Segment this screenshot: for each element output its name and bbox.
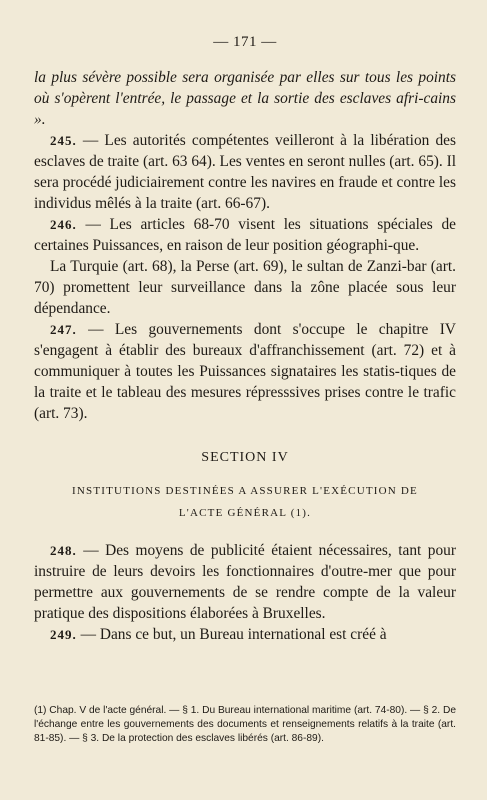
body-text-2 [34, 540, 456, 645]
paragraph-text: — Dans ce but, un Bureau international est créé à [76, 626, 387, 643]
section-subtitle-line: INSTITUTIONS DESTINÉES A ASSURER L'EXÉCUTION DE [72, 485, 418, 497]
paragraph-247 [34, 319, 456, 424]
section-subtitle-line: L'ACTE GÉNÉRAL (1). [178, 507, 312, 519]
paragraph-turquie [34, 256, 456, 319]
paragraph-text: — Les gouvernements dont s'occupe le chapitre IV s'engagent à établir des bureaux d'affranchissement (art. 72) et à communiquer à toutes les Puissances signataires les statis-tiques de la traite et le tableau des mesures répresssives prises contre le trafic (art. 73). [34, 321, 456, 422]
paragraph-text: La Turquie (art. 68), la Perse (art. 69), le sultan de Zanzi-bar (art. 70) promettent leur surveillance dans la zône placée sous leur dépendance. [34, 258, 456, 317]
body-text [34, 67, 456, 424]
section-subtitle [34, 480, 456, 524]
paragraph-249 [34, 624, 456, 645]
paragraph-text: — Les autorités compétentes veilleront à la libération des esclaves de traite (art. 63 64). Les ventes en seront nulles (art. 65). Il sera procédé judiciairement contre les navires en fraude et contre les individus mêlés à la traite (art. 66-67). [34, 132, 456, 212]
paragraph-number: 245. [50, 133, 77, 148]
paragraph-number: 247. [50, 322, 77, 337]
footnote: (1) Chap. V de l'acte général. — § 1. Du Bureau international maritime (art. 74-80). — § 2. De l'échange entre les gouvernements des documents et renseignements relatifs à la traite (art. 81-85). — § 3. De la protection des esclaves libérés (art. 86-89). [34, 705, 456, 744]
page-number: — 171 — [213, 34, 277, 50]
paragraph-245 [34, 130, 456, 214]
paragraph-text: — Les articles 68-70 visent les situations spéciales de certaines Puissances, en raison de leur position géographi-que. [34, 216, 456, 254]
paragraph-246 [34, 214, 456, 256]
paragraph-text: — Des moyens de publicité étaient nécessaires, tant pour instruire de leurs devoirs les fonctionnaires d'outre-mer que pour permettre aux gouvernements de se rendre compte de la valeur pratique des dispositions élaborées à Bruxelles. [34, 542, 456, 622]
quoted-italic-text: la plus sévère possible sera organisée par elles sur tous les points où s'opèrent l'entrée, le passage et la sortie des esclaves afri-cains ». [34, 69, 456, 128]
section-title: SECTION IV [201, 450, 289, 465]
paragraph-248 [34, 540, 456, 624]
paragraph-number: 246. [50, 217, 77, 232]
paragraph-number: 249. [50, 627, 77, 642]
paragraph-number: 248. [50, 543, 77, 558]
